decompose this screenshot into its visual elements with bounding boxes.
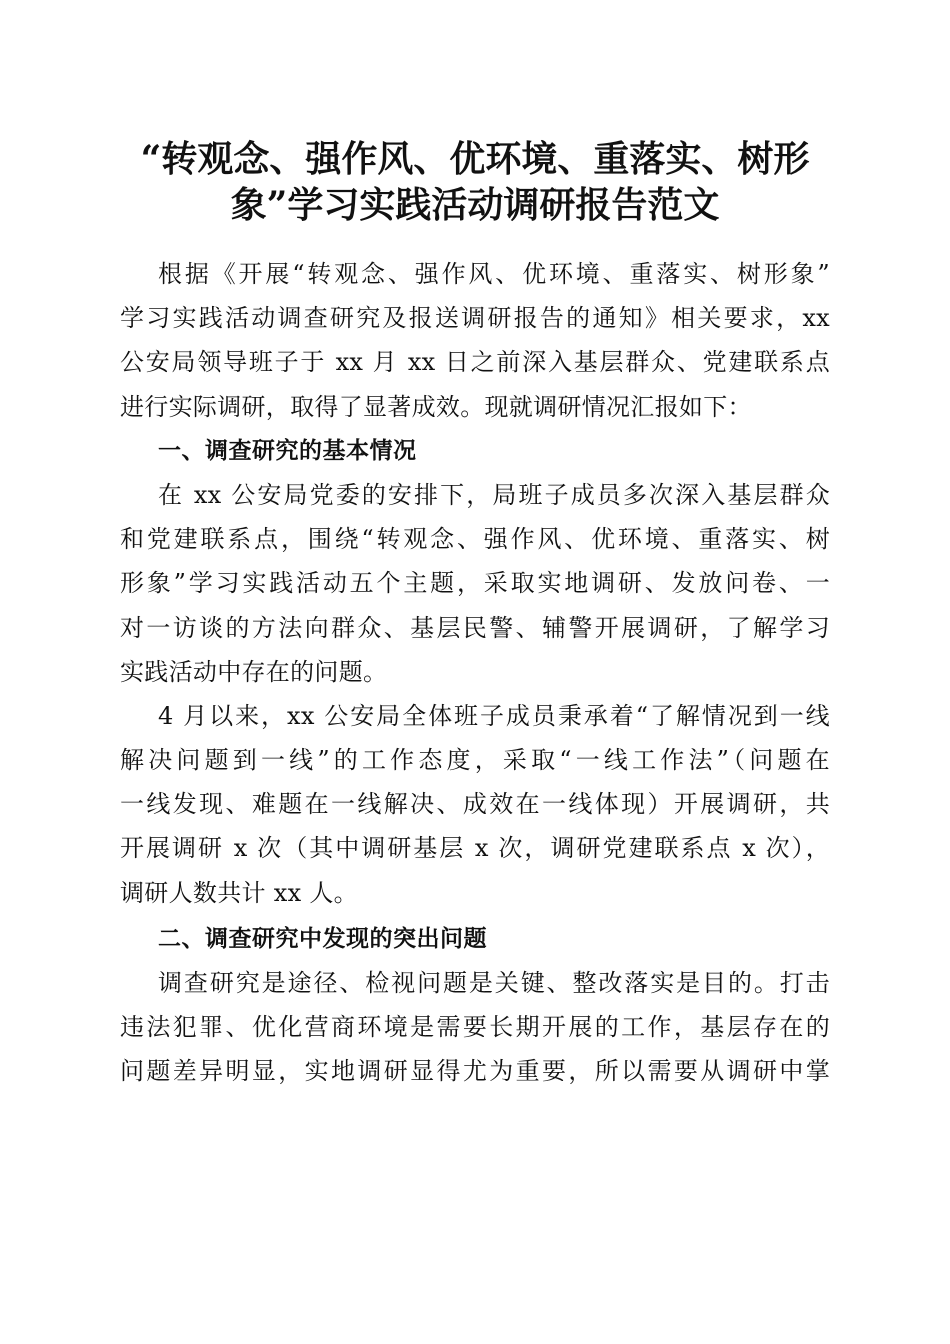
title-line-2: 象”学习实践活动调研报告范文 xyxy=(230,184,720,226)
paragraph-basic-situation xyxy=(120,473,830,694)
section-heading-2: 二、调查研究中发现的突出问题 xyxy=(158,925,487,952)
paragraph-line: 学习实践活动调查研究及报送调研报告的通知》相关要求，xx xyxy=(120,304,830,333)
paragraph-line: 和党建联系点，围绕“转观念、强作风、优环境、重落实、树 xyxy=(120,525,830,554)
document-title xyxy=(0,136,950,228)
document-body xyxy=(120,252,830,1094)
paragraph-line: 违法犯罪、优化营商环境是需要长期开展的工作，基层存在的 xyxy=(120,1013,830,1042)
paragraph-line: 解决问题到一线”的工作态度，采取“一线工作法”（问题在 xyxy=(120,746,830,775)
paragraph-line: 公安局领导班子于 xx 月 xx 日之前深入基层群众、党建联系点 xyxy=(120,348,830,377)
paragraph-line: 对一访谈的方法向群众、基层民警、辅警开展调研，了解学习 xyxy=(120,613,830,642)
paragraph-line: 一线发现、难题在一线解决、成效在一线体现）开展调研，共 xyxy=(120,790,830,819)
paragraph-line: 在 xx 公安局党委的安排下，局班子成员多次深入基层群众 xyxy=(158,480,830,509)
paragraph-line: 调查研究是途径、检视问题是关键、整改落实是目的。打击 xyxy=(158,969,830,997)
paragraph-line: 问题差异明显，实地调研显得尤为重要，所以需要从调研中掌 xyxy=(120,1057,830,1086)
paragraph-line: 开展调研 x 次（其中调研基层 x 次，调研党建联系点 x 次）， xyxy=(120,834,830,863)
paragraph-line: 根据《开展“转观念、强作风、优环境、重落实、树形象” xyxy=(158,260,830,288)
title-line-1: “转观念、强作风、优环境、重落实、树形 xyxy=(140,138,810,180)
paragraph-intro xyxy=(120,252,830,429)
section-heading-1: 一、调查研究的基本情况 xyxy=(158,437,417,464)
paragraph-line: 形象”学习实践活动五个主题，采取实地调研、发放问卷、一 xyxy=(120,569,830,598)
paragraph-line: 4 月以来，xx 公安局全体班子成员秉承着“了解情况到一线 xyxy=(158,701,830,730)
paragraph-problems xyxy=(120,961,830,1094)
paragraph-line: 调研人数共计 xx 人。 xyxy=(120,878,358,907)
paragraph-line: 进行实际调研，取得了显著成效。现就调研情况汇报如下： xyxy=(120,392,752,421)
paragraph-since-april xyxy=(120,694,830,915)
paragraph-line: 实践活动中存在的问题。 xyxy=(120,657,388,686)
